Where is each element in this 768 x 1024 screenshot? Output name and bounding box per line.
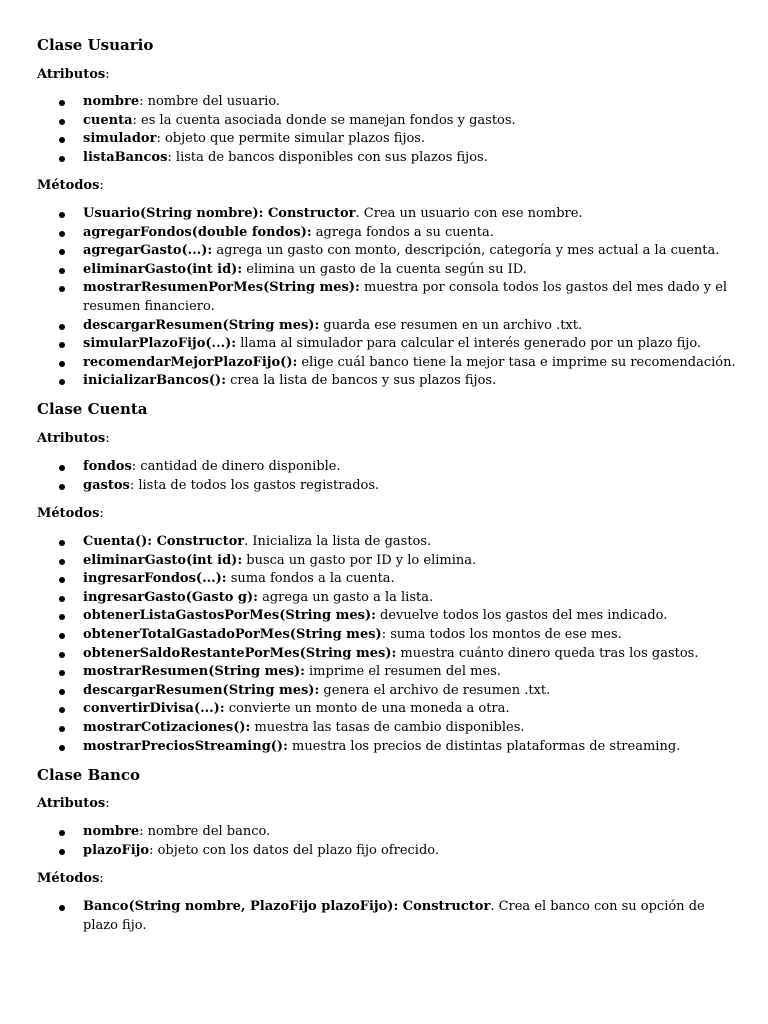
attributes-list: [37, 458, 738, 495]
list-item: agregarFondos(double fondos): agrega fondos a su cuenta.: [37, 224, 738, 243]
attributes-label: Atributos:: [37, 431, 110, 446]
list-item: recomendarMejorPlazoFijo(): elige cuál banco tiene la mejor tasa e imprime su recomendación.: [37, 354, 738, 373]
attributes-label: Atributos:: [37, 67, 110, 82]
section-title-usuario: Clase Usuario: [37, 36, 154, 54]
methods-label: Métodos:: [37, 178, 104, 193]
list-item: Cuenta(): Constructor. Inicializa la lista de gastos.: [37, 533, 738, 552]
methods-list: [37, 205, 738, 391]
list-item: convertirDivisa(...): convierte un monto de una moneda a otra.: [37, 700, 738, 719]
list-item: mostrarCotizaciones(): muestra las tasas de cambio disponibles.: [37, 719, 738, 738]
section-title-cuenta: Clase Cuenta: [37, 400, 148, 418]
attributes-label: Atributos:: [37, 796, 110, 811]
methods-list: [37, 533, 738, 756]
list-item: obtenerListaGastosPorMes(String mes): devuelve todos los gastos del mes indicado.: [37, 607, 738, 626]
list-item: mostrarResumenPorMes(String mes): muestra por consola todos los gastos del mes dado y el resumen financiero.: [37, 279, 738, 316]
methods-list: [37, 898, 738, 935]
list-item: ingresarGasto(Gasto g): agrega un gasto a la lista.: [37, 589, 738, 608]
list-item: ingresarFondos(...): suma fondos a la cuenta.: [37, 570, 738, 589]
list-item: obtenerSaldoRestantePorMes(String mes): muestra cuánto dinero queda tras los gastos.: [37, 645, 738, 664]
methods-label: Métodos:: [37, 506, 104, 521]
list-item: Usuario(String nombre): Constructor. Crea un usuario con ese nombre.: [37, 205, 738, 224]
list-item: agregarGasto(...): agrega un gasto con monto, descripción, categoría y mes actual a la cuenta.: [37, 242, 738, 261]
list-item: Banco(String nombre, PlazoFijo plazoFijo): Constructor. Crea el banco con su opción de plazo fijo.: [37, 898, 738, 935]
list-item: nombre: nombre del usuario.: [37, 93, 738, 112]
list-item: mostrarResumen(String mes): imprime el resumen del mes.: [37, 663, 738, 682]
list-item: eliminarGasto(int id): elimina un gasto de la cuenta según su ID.: [37, 261, 738, 280]
list-item: listaBancos: lista de bancos disponibles con sus plazos fijos.: [37, 149, 738, 168]
list-item: obtenerTotalGastadoPorMes(String mes): suma todos los montos de ese mes.: [37, 626, 738, 645]
list-item: descargarResumen(String mes): genera el archivo de resumen .txt.: [37, 682, 738, 701]
list-item: cuenta: es la cuenta asociada donde se manejan fondos y gastos.: [37, 112, 738, 131]
list-item: plazoFijo: objeto con los datos del plazo fijo ofrecido.: [37, 842, 738, 861]
list-item: simulador: objeto que permite simular plazos fijos.: [37, 130, 738, 149]
attributes-list: [37, 93, 738, 167]
list-item: gastos: lista de todos los gastos registrados.: [37, 477, 738, 496]
methods-label: Métodos:: [37, 871, 104, 886]
list-item: inicializarBancos(): crea la lista de bancos y sus plazos fijos.: [37, 372, 738, 391]
list-item: simularPlazoFijo(...): llama al simulador para calcular el interés generado por un plazo fijo.: [37, 335, 738, 354]
list-item: fondos: cantidad de dinero disponible.: [37, 458, 738, 477]
list-item: nombre: nombre del banco.: [37, 823, 738, 842]
list-item: eliminarGasto(int id): busca un gasto por ID y lo elimina.: [37, 552, 738, 571]
list-item: descargarResumen(String mes): guarda ese resumen en un archivo .txt.: [37, 317, 738, 336]
list-item: mostrarPreciosStreaming(): muestra los precios de distintas plataformas de streaming.: [37, 738, 738, 757]
attributes-list: [37, 823, 738, 860]
section-title-banco: Clase Banco: [37, 766, 141, 784]
